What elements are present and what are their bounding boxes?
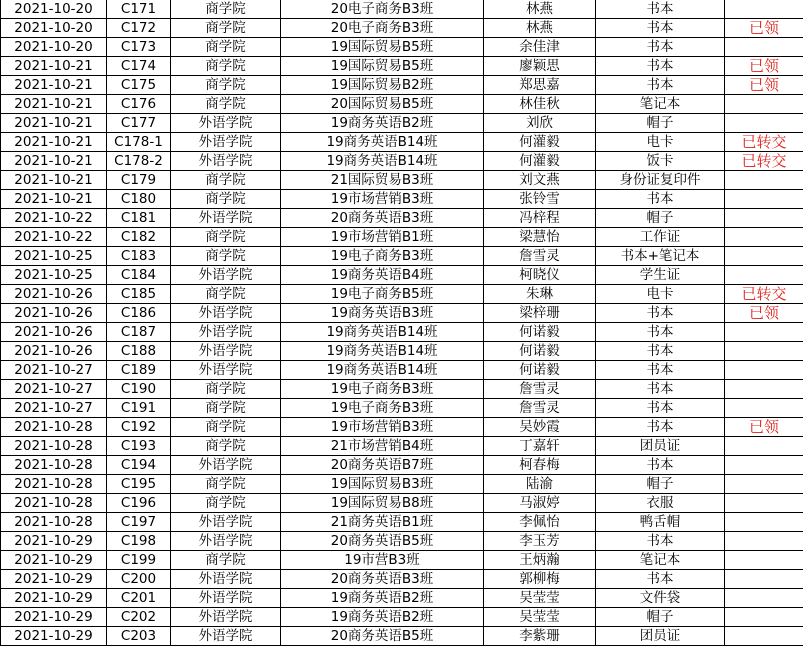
item-cell[interactable]: 书本 <box>596 19 725 38</box>
table-row <box>1 551 803 570</box>
table-row <box>1 228 803 247</box>
class-cell[interactable]: 19商务英语B3班 <box>281 304 484 323</box>
college-cell[interactable]: 商学院 <box>171 418 281 437</box>
college-cell[interactable]: 商学院 <box>171 247 281 266</box>
status-cell[interactable] <box>725 475 803 494</box>
item-cell[interactable]: 书本 <box>596 380 725 399</box>
date-cell[interactable]: 2021-10-20 <box>1 38 107 57</box>
table-row <box>1 247 803 266</box>
code-cell[interactable]: C185 <box>107 285 171 304</box>
name-cell[interactable]: 柯春梅 <box>484 456 596 475</box>
table-body <box>1 0 803 646</box>
status-cell[interactable] <box>725 494 803 513</box>
name-cell[interactable]: 梁梓珊 <box>484 304 596 323</box>
date-cell[interactable]: 2021-10-28 <box>1 513 107 532</box>
name-cell[interactable]: 梁慧怡 <box>484 228 596 247</box>
name-cell[interactable]: 林燕 <box>484 0 596 19</box>
code-cell[interactable]: C197 <box>107 513 171 532</box>
status-cell[interactable] <box>725 627 803 646</box>
college-cell[interactable]: 商学院 <box>171 437 281 456</box>
item-cell[interactable]: 书本 <box>596 304 725 323</box>
table-row <box>1 532 803 551</box>
code-cell[interactable]: C183 <box>107 247 171 266</box>
code-cell[interactable]: C182 <box>107 228 171 247</box>
code-cell[interactable]: C192 <box>107 418 171 437</box>
name-cell[interactable]: 丁嘉轩 <box>484 437 596 456</box>
table-row <box>1 494 803 513</box>
table-row <box>1 0 803 19</box>
date-cell[interactable]: 2021-10-21 <box>1 171 107 190</box>
item-cell[interactable]: 工作证 <box>596 228 725 247</box>
item-cell[interactable]: 书本 <box>596 342 725 361</box>
status-cell[interactable]: 已领 <box>725 19 803 38</box>
code-cell[interactable]: C198 <box>107 532 171 551</box>
college-cell[interactable]: 商学院 <box>171 57 281 76</box>
date-cell[interactable]: 2021-10-21 <box>1 76 107 95</box>
class-cell[interactable]: 20商务英语B5班 <box>281 532 484 551</box>
date-cell[interactable]: 2021-10-29 <box>1 551 107 570</box>
class-cell[interactable]: 19商务英语B14班 <box>281 342 484 361</box>
code-cell[interactable]: C201 <box>107 589 171 608</box>
table-row <box>1 95 803 114</box>
code-cell[interactable]: C178-2 <box>107 152 171 171</box>
date-cell[interactable]: 2021-10-28 <box>1 475 107 494</box>
class-cell[interactable]: 21商务英语B1班 <box>281 513 484 532</box>
table-row <box>1 627 803 646</box>
class-cell[interactable]: 19电子商务B5班 <box>281 285 484 304</box>
name-cell[interactable]: 余佳津 <box>484 38 596 57</box>
code-cell[interactable]: C200 <box>107 570 171 589</box>
item-cell[interactable]: 书本 <box>596 57 725 76</box>
college-cell[interactable]: 商学院 <box>171 76 281 95</box>
code-cell[interactable]: C187 <box>107 323 171 342</box>
table-row <box>1 589 803 608</box>
status-cell[interactable] <box>725 551 803 570</box>
date-cell[interactable]: 2021-10-20 <box>1 0 107 19</box>
date-cell[interactable]: 2021-10-29 <box>1 589 107 608</box>
college-cell[interactable]: 外语学院 <box>171 361 281 380</box>
date-cell[interactable]: 2021-10-21 <box>1 114 107 133</box>
class-cell[interactable]: 19国际贸易B8班 <box>281 494 484 513</box>
name-cell[interactable]: 何诺毅 <box>484 323 596 342</box>
date-cell[interactable]: 2021-10-25 <box>1 266 107 285</box>
name-cell[interactable]: 李佩怡 <box>484 513 596 532</box>
table-row <box>1 57 803 76</box>
name-cell[interactable]: 詹雪灵 <box>484 399 596 418</box>
date-cell[interactable]: 2021-10-28 <box>1 494 107 513</box>
status-cell[interactable]: 已转交 <box>725 152 803 171</box>
status-cell[interactable] <box>725 38 803 57</box>
item-cell[interactable]: 书本 <box>596 570 725 589</box>
date-cell[interactable]: 2021-10-21 <box>1 190 107 209</box>
status-cell[interactable] <box>725 228 803 247</box>
name-cell[interactable]: 刘文燕 <box>484 171 596 190</box>
code-cell[interactable]: C180 <box>107 190 171 209</box>
table-row <box>1 399 803 418</box>
item-cell[interactable]: 书本 <box>596 0 725 19</box>
class-cell[interactable]: 21市场营销B4班 <box>281 437 484 456</box>
item-cell[interactable]: 书本 <box>596 456 725 475</box>
class-cell[interactable]: 19商务英语B2班 <box>281 589 484 608</box>
name-cell[interactable]: 詹雪灵 <box>484 247 596 266</box>
name-cell[interactable]: 林燕 <box>484 19 596 38</box>
class-cell[interactable]: 20电子商务B3班 <box>281 19 484 38</box>
date-cell[interactable]: 2021-10-26 <box>1 323 107 342</box>
status-cell[interactable] <box>725 399 803 418</box>
table-row <box>1 456 803 475</box>
college-cell[interactable]: 外语学院 <box>171 627 281 646</box>
table-row <box>1 171 803 190</box>
class-cell[interactable]: 20电子商务B3班 <box>281 0 484 19</box>
item-cell[interactable]: 书本 <box>596 323 725 342</box>
status-cell[interactable] <box>725 513 803 532</box>
date-cell[interactable]: 2021-10-28 <box>1 437 107 456</box>
table-row <box>1 266 803 285</box>
college-cell[interactable]: 外语学院 <box>171 152 281 171</box>
item-cell[interactable]: 书本 <box>596 190 725 209</box>
date-cell[interactable]: 2021-10-21 <box>1 152 107 171</box>
date-cell[interactable]: 2021-10-26 <box>1 342 107 361</box>
name-cell[interactable]: 林佳秋 <box>484 95 596 114</box>
name-cell[interactable]: 柯晓仪 <box>484 266 596 285</box>
name-cell[interactable]: 王炳瀚 <box>484 551 596 570</box>
date-cell[interactable]: 2021-10-22 <box>1 209 107 228</box>
status-cell[interactable]: 已转交 <box>725 285 803 304</box>
date-cell[interactable]: 2021-10-22 <box>1 228 107 247</box>
college-cell[interactable]: 商学院 <box>171 190 281 209</box>
status-cell[interactable] <box>725 266 803 285</box>
name-cell[interactable]: 陆渝 <box>484 475 596 494</box>
item-cell[interactable]: 书本 <box>596 361 725 380</box>
class-cell[interactable]: 20商务英语B3班 <box>281 209 484 228</box>
code-cell[interactable]: C189 <box>107 361 171 380</box>
date-cell[interactable]: 2021-10-29 <box>1 570 107 589</box>
college-cell[interactable]: 商学院 <box>171 285 281 304</box>
code-cell[interactable]: C199 <box>107 551 171 570</box>
college-cell[interactable]: 商学院 <box>171 475 281 494</box>
table-row <box>1 19 803 38</box>
college-cell[interactable]: 外语学院 <box>171 323 281 342</box>
status-cell[interactable]: 已转交 <box>725 133 803 152</box>
code-cell[interactable]: C186 <box>107 304 171 323</box>
date-cell[interactable]: 2021-10-28 <box>1 418 107 437</box>
college-cell[interactable]: 商学院 <box>171 551 281 570</box>
college-cell[interactable]: 商学院 <box>171 95 281 114</box>
status-cell[interactable] <box>725 342 803 361</box>
class-cell[interactable]: 19电子商务B3班 <box>281 247 484 266</box>
name-cell[interactable]: 刘欣 <box>484 114 596 133</box>
status-cell[interactable]: 已领 <box>725 76 803 95</box>
table-row <box>1 418 803 437</box>
college-cell[interactable]: 外语学院 <box>171 589 281 608</box>
name-cell[interactable]: 吴莹莹 <box>484 608 596 627</box>
table-row <box>1 38 803 57</box>
table-row <box>1 361 803 380</box>
item-cell[interactable]: 团员证 <box>596 437 725 456</box>
code-cell[interactable]: C178-1 <box>107 133 171 152</box>
code-cell[interactable]: C175 <box>107 76 171 95</box>
college-cell[interactable]: 外语学院 <box>171 266 281 285</box>
item-cell[interactable]: 书本 <box>596 532 725 551</box>
college-cell[interactable]: 外语学院 <box>171 513 281 532</box>
code-cell[interactable]: C179 <box>107 171 171 190</box>
status-cell[interactable] <box>725 323 803 342</box>
table-row <box>1 190 803 209</box>
class-cell[interactable]: 19国际贸易B3班 <box>281 475 484 494</box>
status-cell[interactable] <box>725 0 803 19</box>
college-cell[interactable]: 外语学院 <box>171 342 281 361</box>
table-row <box>1 323 803 342</box>
status-cell[interactable] <box>725 361 803 380</box>
date-cell[interactable]: 2021-10-27 <box>1 399 107 418</box>
code-cell[interactable]: C177 <box>107 114 171 133</box>
date-cell[interactable]: 2021-10-27 <box>1 380 107 399</box>
table-row <box>1 342 803 361</box>
college-cell[interactable]: 外语学院 <box>171 304 281 323</box>
table-row <box>1 304 803 323</box>
item-cell[interactable]: 笔记本 <box>596 95 725 114</box>
college-cell[interactable]: 外语学院 <box>171 209 281 228</box>
item-cell[interactable]: 身份证复印件 <box>596 171 725 190</box>
item-cell[interactable]: 书本 <box>596 38 725 57</box>
table-row <box>1 437 803 456</box>
status-cell[interactable] <box>725 570 803 589</box>
item-cell[interactable]: 帽子 <box>596 475 725 494</box>
code-cell[interactable]: C203 <box>107 627 171 646</box>
code-cell[interactable]: C190 <box>107 380 171 399</box>
name-cell[interactable]: 何诺毅 <box>484 361 596 380</box>
status-cell[interactable] <box>725 171 803 190</box>
college-cell[interactable]: 外语学院 <box>171 608 281 627</box>
item-cell[interactable]: 电卡 <box>596 285 725 304</box>
table-row <box>1 114 803 133</box>
name-cell[interactable]: 詹雪灵 <box>484 380 596 399</box>
status-cell[interactable] <box>725 437 803 456</box>
name-cell[interactable]: 冯梓程 <box>484 209 596 228</box>
class-cell[interactable]: 19商务英语B4班 <box>281 266 484 285</box>
status-cell[interactable] <box>725 247 803 266</box>
class-cell[interactable]: 19商务英语B14班 <box>281 133 484 152</box>
item-cell[interactable]: 书本 <box>596 399 725 418</box>
class-cell[interactable]: 20商务英语B3班 <box>281 570 484 589</box>
college-cell[interactable]: 商学院 <box>171 494 281 513</box>
table-row <box>1 380 803 399</box>
item-cell[interactable]: 帽子 <box>596 209 725 228</box>
class-cell[interactable]: 19电子商务B3班 <box>281 399 484 418</box>
status-cell[interactable]: 已领 <box>725 418 803 437</box>
table-row <box>1 133 803 152</box>
status-cell[interactable]: 已领 <box>725 57 803 76</box>
item-cell[interactable]: 帽子 <box>596 114 725 133</box>
college-cell[interactable]: 外语学院 <box>171 133 281 152</box>
name-cell[interactable]: 何灌毅 <box>484 152 596 171</box>
item-cell[interactable]: 鸭舌帽 <box>596 513 725 532</box>
class-cell[interactable]: 19市场营销B3班 <box>281 190 484 209</box>
name-cell[interactable]: 张铃雪 <box>484 190 596 209</box>
status-cell[interactable] <box>725 95 803 114</box>
item-cell[interactable]: 书本 <box>596 76 725 95</box>
code-cell[interactable]: C172 <box>107 19 171 38</box>
date-cell[interactable]: 2021-10-25 <box>1 247 107 266</box>
table-row <box>1 76 803 95</box>
name-cell[interactable]: 郑思嘉 <box>484 76 596 95</box>
code-cell[interactable]: C202 <box>107 608 171 627</box>
code-cell[interactable]: C173 <box>107 38 171 57</box>
code-cell[interactable]: C194 <box>107 456 171 475</box>
date-cell[interactable]: 2021-10-26 <box>1 285 107 304</box>
item-cell[interactable]: 书本+笔记本 <box>596 247 725 266</box>
class-cell[interactable]: 20商务英语B5班 <box>281 627 484 646</box>
item-cell[interactable]: 学生证 <box>596 266 725 285</box>
table-row <box>1 285 803 304</box>
class-cell[interactable]: 20商务英语B7班 <box>281 456 484 475</box>
status-cell[interactable] <box>725 456 803 475</box>
status-cell[interactable] <box>725 209 803 228</box>
status-cell[interactable] <box>725 532 803 551</box>
code-cell[interactable]: C191 <box>107 399 171 418</box>
name-cell[interactable]: 何灌毅 <box>484 133 596 152</box>
item-cell[interactable]: 饭卡 <box>596 152 725 171</box>
item-cell[interactable]: 笔记本 <box>596 551 725 570</box>
table-row <box>1 152 803 171</box>
item-cell[interactable]: 团员证 <box>596 627 725 646</box>
status-cell[interactable]: 已领 <box>725 304 803 323</box>
name-cell[interactable]: 马淑婷 <box>484 494 596 513</box>
class-cell[interactable]: 19商务英语B2班 <box>281 114 484 133</box>
name-cell[interactable]: 何诺毅 <box>484 342 596 361</box>
class-cell[interactable]: 19国际贸易B5班 <box>281 38 484 57</box>
date-cell[interactable]: 2021-10-27 <box>1 361 107 380</box>
table-row <box>1 608 803 627</box>
class-cell[interactable]: 19国际贸易B5班 <box>281 57 484 76</box>
date-cell[interactable]: 2021-10-28 <box>1 456 107 475</box>
status-cell[interactable] <box>725 608 803 627</box>
code-cell[interactable]: C181 <box>107 209 171 228</box>
table-row <box>1 513 803 532</box>
item-cell[interactable]: 电卡 <box>596 133 725 152</box>
date-cell[interactable]: 2021-10-29 <box>1 608 107 627</box>
item-cell[interactable]: 衣服 <box>596 494 725 513</box>
class-cell[interactable]: 19国际贸易B2班 <box>281 76 484 95</box>
name-cell[interactable]: 郭柳梅 <box>484 570 596 589</box>
date-cell[interactable]: 2021-10-26 <box>1 304 107 323</box>
class-cell[interactable]: 19市场营销B1班 <box>281 228 484 247</box>
date-cell[interactable]: 2021-10-20 <box>1 19 107 38</box>
item-cell[interactable]: 帽子 <box>596 608 725 627</box>
code-cell[interactable]: C195 <box>107 475 171 494</box>
status-cell[interactable] <box>725 589 803 608</box>
college-cell[interactable]: 商学院 <box>171 0 281 19</box>
code-cell[interactable]: C176 <box>107 95 171 114</box>
college-cell[interactable]: 商学院 <box>171 19 281 38</box>
class-cell[interactable]: 19市营B3班 <box>281 551 484 570</box>
college-cell[interactable]: 外语学院 <box>171 456 281 475</box>
table-row <box>1 209 803 228</box>
item-cell[interactable]: 文件袋 <box>596 589 725 608</box>
code-cell[interactable]: C184 <box>107 266 171 285</box>
class-cell[interactable]: 21国际贸易B3班 <box>281 171 484 190</box>
code-cell[interactable]: C174 <box>107 57 171 76</box>
class-cell[interactable]: 19商务英语B14班 <box>281 361 484 380</box>
date-cell[interactable]: 2021-10-21 <box>1 95 107 114</box>
date-cell[interactable]: 2021-10-21 <box>1 57 107 76</box>
name-cell[interactable]: 李紫珊 <box>484 627 596 646</box>
class-cell[interactable]: 20国际贸易B5班 <box>281 95 484 114</box>
class-cell[interactable]: 19商务英语B14班 <box>281 323 484 342</box>
college-cell[interactable]: 商学院 <box>171 380 281 399</box>
table-row <box>1 475 803 494</box>
name-cell[interactable]: 朱琳 <box>484 285 596 304</box>
code-cell[interactable]: C171 <box>107 0 171 19</box>
status-cell[interactable] <box>725 114 803 133</box>
status-cell[interactable] <box>725 380 803 399</box>
college-cell[interactable]: 商学院 <box>171 38 281 57</box>
college-cell[interactable]: 商学院 <box>171 399 281 418</box>
item-cell[interactable]: 书本 <box>596 418 725 437</box>
college-cell[interactable]: 商学院 <box>171 171 281 190</box>
code-cell[interactable]: C193 <box>107 437 171 456</box>
college-cell[interactable]: 商学院 <box>171 228 281 247</box>
college-cell[interactable]: 外语学院 <box>171 532 281 551</box>
name-cell[interactable]: 吴妙霞 <box>484 418 596 437</box>
code-cell[interactable]: C188 <box>107 342 171 361</box>
class-cell[interactable]: 19市场营销B3班 <box>281 418 484 437</box>
date-cell[interactable]: 2021-10-29 <box>1 627 107 646</box>
status-cell[interactable] <box>725 190 803 209</box>
table-row <box>1 570 803 589</box>
class-cell[interactable]: 19商务英语B2班 <box>281 608 484 627</box>
code-cell[interactable]: C196 <box>107 494 171 513</box>
name-cell[interactable]: 吴莹莹 <box>484 589 596 608</box>
class-cell[interactable]: 19电子商务B3班 <box>281 380 484 399</box>
date-cell[interactable]: 2021-10-29 <box>1 532 107 551</box>
date-cell[interactable]: 2021-10-21 <box>1 133 107 152</box>
class-cell[interactable]: 19商务英语B14班 <box>281 152 484 171</box>
name-cell[interactable]: 李玉芳 <box>484 532 596 551</box>
college-cell[interactable]: 外语学院 <box>171 114 281 133</box>
name-cell[interactable]: 廖颖思 <box>484 57 596 76</box>
college-cell[interactable]: 外语学院 <box>171 570 281 589</box>
